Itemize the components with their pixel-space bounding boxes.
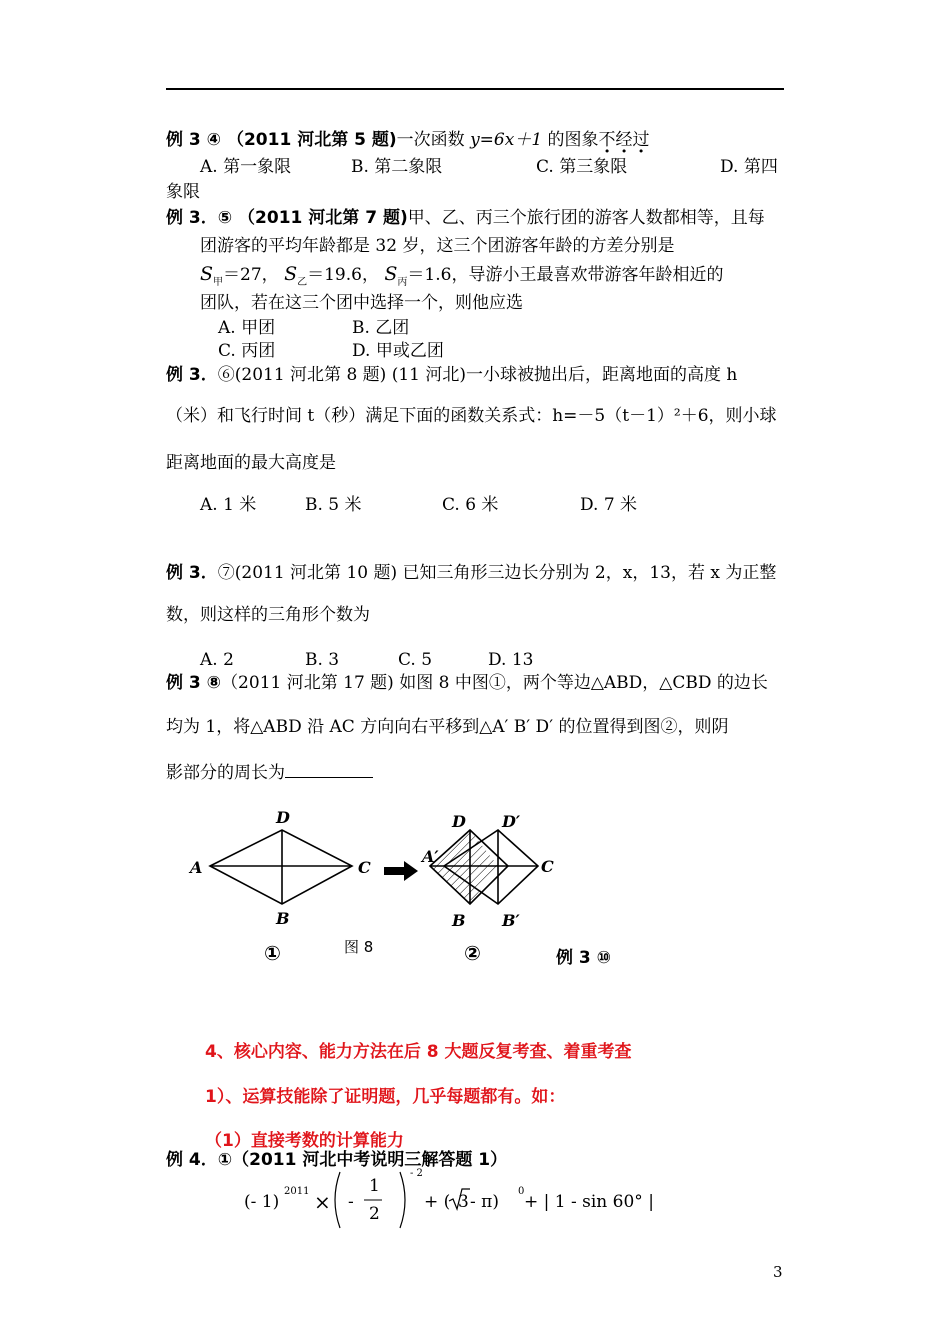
question-3-text: ⑥(2011 河北第 8 题) (11 河北)一小球被抛出后，距离地面的高度 h xyxy=(217,365,738,385)
question-3-line2: （米）和飞行时间 t（秒）满足下面的函数关系式：h=－5（t－1）²＋6，则小球 xyxy=(166,406,777,426)
arrow-right-icon xyxy=(384,861,418,881)
question-6-label: 例 3 ⑩ xyxy=(556,948,612,968)
fig1-label-d: D xyxy=(276,808,290,827)
question-1-text: 一次函数 xyxy=(396,130,471,150)
section-heading-2: 1）、运算技能除了证明题，几乎每题都有。如： xyxy=(205,1087,566,1107)
q1-option-d: D. 第四 xyxy=(720,157,778,177)
question-4-line1 xyxy=(166,563,776,583)
expr-exp-zero: 0 xyxy=(518,1186,525,1197)
q3-option-d: D. 7 米 xyxy=(580,495,638,515)
question-3-label: 例 3． xyxy=(166,365,218,385)
expr-exp-2011: 2011 xyxy=(284,1186,310,1197)
q3-option-a: A. 1 米 xyxy=(200,495,257,515)
fig2-label-b: B xyxy=(452,911,466,930)
emphasis-char: 经 xyxy=(615,130,633,150)
question-5-line3 xyxy=(166,762,373,783)
variance-2: ＝19.6， xyxy=(307,265,379,285)
fig1-label-a: A xyxy=(190,858,203,877)
figure-caption: 图 8 xyxy=(344,938,374,956)
fig2-label-d-prime: D′ xyxy=(502,812,521,831)
question-2-label: 例 3．⑤ （2011 河北第 7 题) xyxy=(166,208,408,228)
question-5-line1 xyxy=(166,673,768,693)
q4-option-b: B. 3 xyxy=(305,650,340,670)
question-7-label: 例 4．①（2011 河北中考说明三解答题 1） xyxy=(166,1150,508,1170)
frac-sign: - xyxy=(348,1192,354,1212)
header-rule xyxy=(166,88,784,90)
question-5-line2: 均为 1，将△ABD 沿 AC 方向向右平移到△A′ B′ D′ 的位置得到图②，则阴 xyxy=(166,717,729,737)
question-1-emphasis xyxy=(599,130,650,150)
fig2-label-b-prime: B′ xyxy=(502,911,520,930)
question-2-text: 甲、乙、丙三个旅行团的游客人数都相等，且每 xyxy=(407,208,765,228)
figure-8 xyxy=(180,800,600,970)
question-1-text-b: 的图象 xyxy=(542,130,599,150)
question-1-stem xyxy=(166,130,650,150)
question-2-line3: $S_甲=27$， $S_乙=19.6$， $S_丙=1.6$，导游小王最喜欢带游客年龄相近的 xyxy=(200,263,724,288)
question-5-label: 例 3 ⑧ xyxy=(166,673,222,693)
question-1-formula: y=6x＋1 xyxy=(470,130,543,150)
q2-option-d: D. 甲或乙团 xyxy=(352,341,444,361)
section-heading-3: （1）直接考数的计算能力 xyxy=(205,1131,404,1151)
fig2-label-d: D xyxy=(452,812,466,831)
times-sign: × xyxy=(314,1190,331,1214)
q4-option-d: D. 13 xyxy=(488,650,534,670)
q4-option-c: C. 5 xyxy=(398,650,433,670)
variance-1: ＝27， xyxy=(223,265,279,285)
answer-blank xyxy=(285,762,373,778)
fig2-caption: ② xyxy=(464,941,481,965)
emphasis-char: 过 xyxy=(632,130,650,150)
question-4-text: ⑦(2011 河北第 10 题) 已知三角形三边长分别为 2，x，13，若 x 为正整 xyxy=(217,563,777,583)
expr-exp-neg2: - 2 xyxy=(410,1168,423,1179)
page-number: 3 xyxy=(773,1263,783,1281)
question-3-line3: 距离地面的最大高度是 xyxy=(166,453,336,473)
question-5-text-3: 影部分的周长为 xyxy=(166,763,285,783)
rhombus-figure-1 xyxy=(210,830,352,904)
q4-option-a: A. 2 xyxy=(200,650,234,670)
emphasis-char: 不 xyxy=(598,130,616,150)
q2-option-c: C. 丙团 xyxy=(218,341,276,361)
fig2-label-a-prime: A′ xyxy=(422,847,439,866)
question-5-text: （2011 河北第 17 题) 如图 8 中图①，两个等边△ABD，△CBD 的边长 xyxy=(221,673,768,693)
question-4-line2: 数，则这样的三角形个数为 xyxy=(166,605,370,625)
expr-minus-pi: - π) xyxy=(470,1192,499,1212)
q1-option-a: A. 第一象限 xyxy=(200,157,292,177)
expr-abs-sin: + | 1 - sin 60° | xyxy=(524,1192,654,1212)
question-4-label: 例 3． xyxy=(166,563,218,583)
fig1-caption: ① xyxy=(264,941,281,965)
math-expression xyxy=(244,1168,654,1240)
sqrt-argument: 3 xyxy=(458,1192,469,1212)
variance-sub-2: 乙 xyxy=(297,277,308,288)
q1-option-c: C. 第三象限 xyxy=(536,157,628,177)
question-2-text-tail: 导游小王最喜欢带游客年龄相近的 xyxy=(468,265,724,285)
question-2-line1 xyxy=(166,208,765,228)
variance-sub-3: 丙 xyxy=(397,277,408,288)
q1-option-b: B. 第二象限 xyxy=(351,157,443,177)
q2-option-a: A. 甲团 xyxy=(218,318,276,338)
q3-option-b: B. 5 米 xyxy=(305,495,362,515)
rhombus-figure-2 xyxy=(430,830,538,904)
variance-sub-1: 甲 xyxy=(213,277,224,288)
section-heading-1: 4、核心内容、能力方法在后 8 大题反复考查、着重考查 xyxy=(205,1042,632,1062)
fig1-label-b: B xyxy=(276,909,290,928)
fig2-label-c: C xyxy=(541,857,554,876)
question-3-line1 xyxy=(166,365,737,385)
frac-numerator: 1 xyxy=(369,1176,380,1196)
expr-neg-one: (- 1) xyxy=(244,1192,280,1212)
fig1-label-c: C xyxy=(358,858,371,877)
frac-denominator: 2 xyxy=(369,1204,380,1224)
question-2-line4: 团队，若在这三个团中选择一个，则他应选 xyxy=(200,293,523,313)
q1-option-d-cont: 象限 xyxy=(166,182,200,202)
expr-open-paren: + ( xyxy=(424,1192,451,1212)
variance-3: ＝1.6， xyxy=(407,265,469,285)
q3-option-c: C. 6 米 xyxy=(442,495,499,515)
question-1-label: 例 3 ④ （2011 河北第 5 题) xyxy=(166,130,397,150)
question-2-line2: 团游客的平均年龄都是 32 岁，这三个团游客年龄的方差分别是 xyxy=(200,236,675,256)
q2-option-b: B. 乙团 xyxy=(352,318,410,338)
